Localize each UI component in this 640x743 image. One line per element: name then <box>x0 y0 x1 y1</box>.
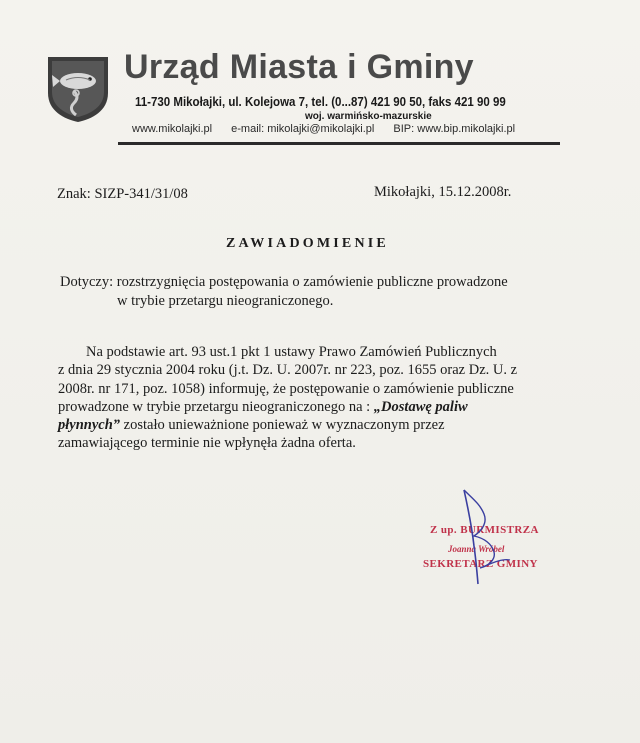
stamp-line-2: Joanna Wróbel <box>448 544 505 554</box>
body-line-4 <box>58 398 578 416</box>
contact-line <box>132 123 515 135</box>
stamp-line-1: Z up. BURMISTRZA <box>430 524 539 536</box>
reference-number: Znak: SIZP-341/31/08 <box>57 186 188 202</box>
body-line-1: Na podstawie art. 93 ust.1 pkt 1 ustawy Prawo Zamówień Publicznych <box>86 344 497 360</box>
regarding-block <box>60 273 580 311</box>
office-title: Urząd Miasta i Gminy <box>124 48 474 86</box>
stamp-line-3: SEKRETARZ GMINY <box>423 558 538 570</box>
office-address: 11-730 Mikołajki, ul. Kolejowa 7, tel. (0...87) 421 90 50, faks 421 90 99 <box>135 95 506 109</box>
document-heading: ZAWIADOMIENIE <box>226 236 389 251</box>
header-divider <box>118 142 560 145</box>
order-subject-part-1: „Dostawę paliw <box>373 398 468 415</box>
body-line-6: zamawiającego terminie nie wpłynęła żadna oferta. <box>58 435 356 452</box>
office-region: woj. warmińsko-mazurskie <box>305 111 432 122</box>
website-text: www.mikolajki.pl <box>132 123 213 135</box>
email-text: e-mail: mikolajki@mikolajki.pl <box>231 123 375 135</box>
regarding-line-1: Dotyczy: rozstrzygnięcia postępowania o zamówienie publiczne prowadzone <box>60 274 508 290</box>
regarding-line-2: w trybie przetargu nieograniczonego. <box>117 293 334 309</box>
town-crest-logo <box>46 55 110 123</box>
body-line-2: z dnia 29 stycznia 2004 roku (j.t. Dz. U. 2007r. nr 223, poz. 1655 oraz Dz. U. z <box>58 362 518 379</box>
bip-text: BIP: www.bip.mikolajki.pl <box>393 123 516 135</box>
body-line-5 <box>58 416 578 434</box>
body-line-5-text: zostało unieważnione ponieważ w wyznaczonym przez <box>120 417 445 434</box>
order-subject-part-2: płynnych” <box>58 417 121 434</box>
body-paragraph <box>58 343 578 453</box>
handwritten-signature <box>450 488 530 588</box>
body-line-4-text: prowadzone w trybie przetargu nieograniczonego na : <box>58 398 374 415</box>
body-line-3: 2008r. nr 171, poz. 1058) informuję, że postępowanie o zamówienie publiczne <box>58 380 514 397</box>
place-and-date: Mikołajki, 15.12.2008r. <box>374 184 512 200</box>
